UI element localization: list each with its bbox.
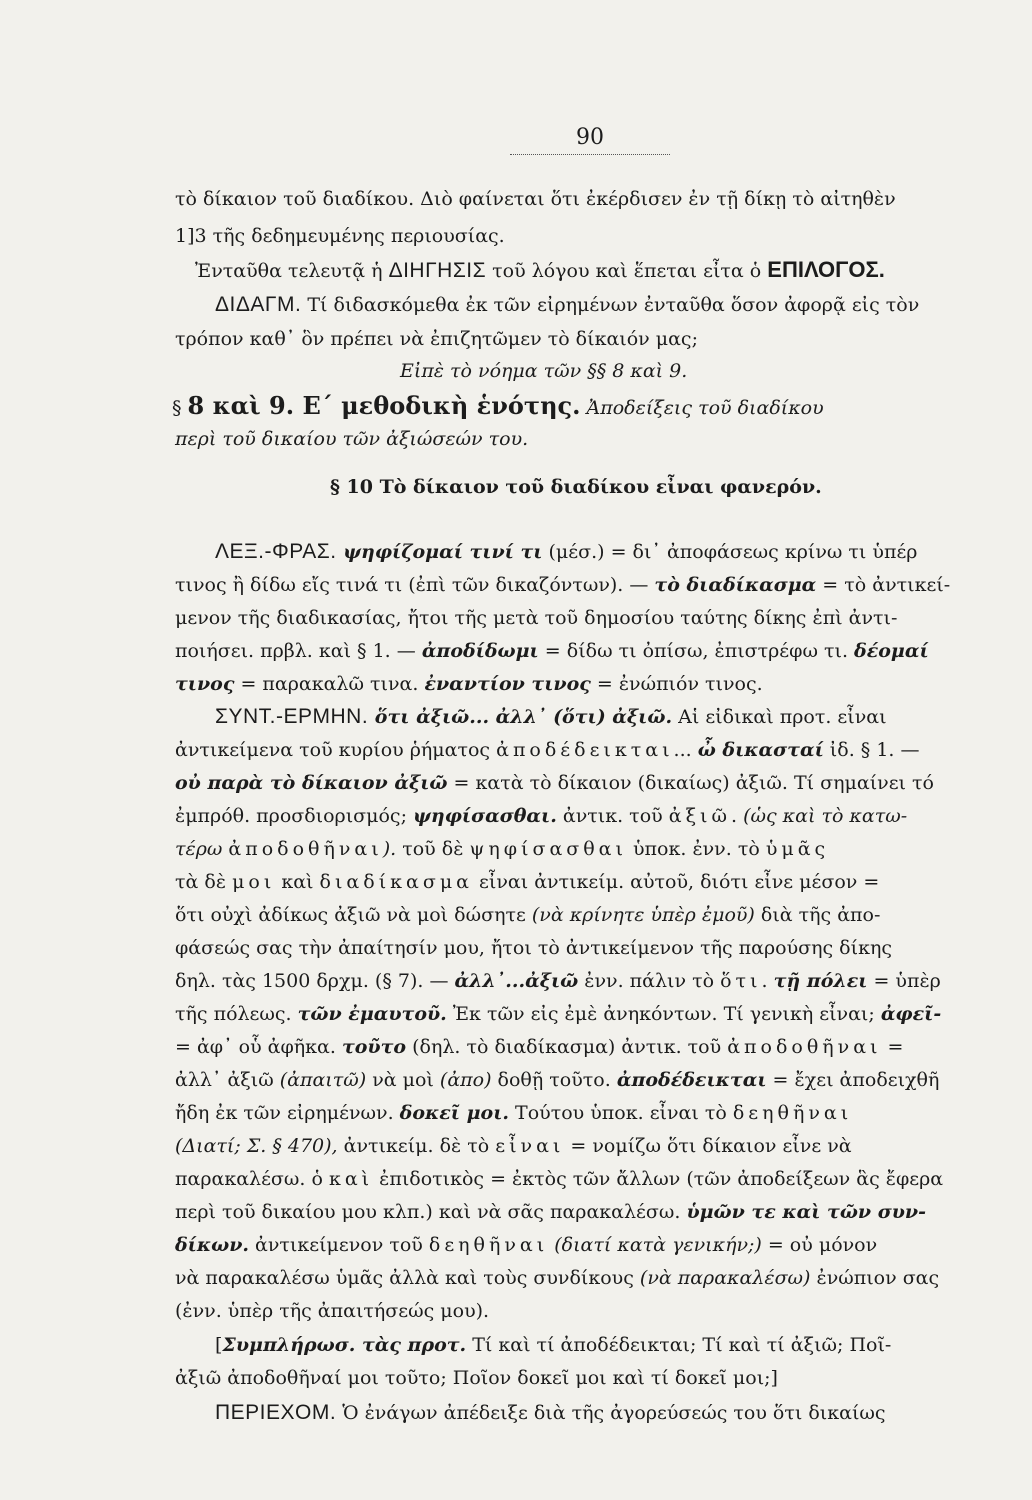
text-span: .: [730, 805, 744, 827]
text-span: ἀφεῖ-: [880, 1003, 942, 1025]
text-span: νὰ μοὶ: [366, 1069, 440, 1091]
text-line: [175, 936, 892, 960]
text-span: δέομαί: [854, 640, 929, 662]
text-line: [215, 1401, 886, 1425]
text-span: = οὐ μόνον: [761, 1234, 878, 1256]
text-span: 8 καὶ 9. Ε΄ μεθοδικὴ ἑνότης.: [187, 391, 581, 420]
text-span: .: [761, 970, 774, 992]
text-span: διαδίκασμα: [319, 871, 474, 893]
text-span: ὑμᾶς: [765, 838, 830, 860]
text-line: [175, 771, 934, 795]
text-span: ὅτι οὐχὶ ἀδίκως ἀξιῶ νὰ μοὶ δώσητε: [175, 904, 532, 926]
text-span: ἀποδέδεικται: [616, 1069, 767, 1091]
text-span: ΛΕΞ.-ΦΡΑΣ.: [215, 540, 337, 563]
text-line: [175, 606, 897, 630]
text-span: ἀλλ᾽ ἀξιῶ: [175, 1069, 280, 1091]
text-span: ὑμῶν τε καὶ τῶν συν-: [686, 1201, 926, 1223]
text-span: (δηλ. τὸ διαδίκασμα) ἀντικ. τοῦ: [406, 1036, 728, 1058]
text-span: τοῦτο: [341, 1036, 407, 1058]
text-span: = ὑπὲρ: [867, 970, 941, 992]
text-line: [175, 327, 698, 351]
text-span: ποιήσει. πρβλ. καὶ § 1. —: [175, 640, 422, 662]
text-span: ἐνώπιον σας: [810, 1267, 940, 1289]
text-span: ).: [382, 838, 397, 860]
text-span: ἀποδοθῆναι: [228, 838, 383, 860]
text-line: [175, 573, 950, 597]
text-span: καὶ: [328, 1168, 374, 1190]
text-span: τὰ δὲ: [175, 871, 233, 893]
text-span: ἀποδοθῆναι: [727, 1036, 882, 1058]
text-span: μενον τῆς διαδικασίας, ἤτοι τῆς μετὰ τοῦ δημοσίου ταύτης δίκης ἐπὶ ἀντι-: [175, 607, 898, 629]
text-line: [175, 1035, 903, 1059]
text-line: [172, 391, 824, 420]
text-line: [175, 870, 879, 894]
text-span: ἰδ. § 1. —: [823, 739, 920, 761]
text-span: περὶ τοῦ δικαίου μου κλπ.) καὶ νὰ σᾶς παρακαλέσω.: [175, 1201, 687, 1223]
text-span: (ὡς καὶ τὸ κατω-: [743, 805, 908, 827]
text-line: [175, 804, 907, 828]
text-span: εἶναι: [495, 1135, 565, 1157]
text-line: [175, 427, 528, 451]
text-span: ...: [673, 739, 698, 761]
text-span: ὅτι ἀξιῶ... ἀλλ᾽ (ὅτι) ἀξιῶ.: [368, 706, 673, 728]
text-line: [175, 672, 763, 696]
text-span: ΣΥΝΤ.-ΕΡΜΗΝ.: [215, 705, 369, 728]
text-span: Τούτου ὑποκ. εἶναι τὸ: [509, 1102, 733, 1124]
text-line: [175, 903, 880, 927]
text-span: Ὁ ἐνάγων ἀπέδειξε διὰ τῆς ἀγορεύσεώς του ὅτι δικαίως: [336, 1402, 886, 1424]
text-span: = κατὰ τὸ δίκαιον (δικαίως) ἀξιῶ. Τί σημαίνει τό: [447, 772, 934, 794]
text-span: (διατί κατὰ γενικήν;): [554, 1234, 762, 1256]
text-span: Συμπλήρωσ. τὰς προτ.: [222, 1334, 467, 1356]
text-span: τῆς πόλεως.: [175, 1003, 298, 1025]
text-span: = ἐνώπιόν τινος.: [590, 673, 763, 695]
text-span: Αἱ εἰδικαὶ προτ. εἶναι: [672, 706, 887, 728]
text-span: τινος ἢ δίδω εἴς τινά τι (ἐπὶ τῶν δικαζόντων). —: [175, 574, 655, 596]
text-line: [175, 1101, 852, 1125]
text-span: Τί διδασκόμεθα ἐκ τῶν εἰρημένων ἐνταῦθα ὅσον ἀφορᾷ εἰς τὸν: [301, 294, 920, 316]
text-span: ἀντικείμενον τοῦ: [249, 1234, 429, 1256]
text-line: [215, 1333, 891, 1357]
text-line: [215, 293, 919, 317]
text-line: [400, 359, 687, 383]
text-span: ἐνν. πάλιν τὸ: [578, 970, 721, 992]
text-span: ἐμπρόθ. προσδιορισμός;: [175, 805, 414, 827]
text-span: διὰ τῆς ἀπο-: [754, 904, 881, 926]
text-line: [215, 705, 887, 729]
text-span: ἀξιῶ: [668, 805, 731, 827]
text-span: Τί καὶ τί ἀποδέδεικται; Τί καὶ τί ἀξιῶ; Ποῖ-: [466, 1334, 892, 1356]
text-span: = τὸ ἀντικεί-: [816, 574, 951, 596]
text-span: τοῦ δὲ: [396, 838, 470, 860]
text-span: τινος: [175, 673, 235, 695]
text-span: = ἀφ᾽ οὗ ἀφῆκα.: [175, 1036, 342, 1058]
text-span: νὰ παρακαλέσω ὑμᾶς ἀλλὰ καὶ τοὺς συνδίκους: [175, 1267, 640, 1289]
text-span: 1]3 τῆς δεδημευμένης περιουσίας.: [175, 225, 505, 247]
text-span: τῶν ἐμαυτοῦ.: [297, 1003, 447, 1025]
text-span: = παρακαλῶ τινα.: [234, 673, 425, 695]
text-span: ΔΙΔΑΓΜ.: [215, 293, 302, 316]
text-span: ἀξιῶ ἀποδοθῆναί μοι τοῦτο; Ποῖον δοκεῖ μοι καὶ τί δοκεῖ μοι;]: [175, 1367, 778, 1389]
text-line: [175, 837, 829, 861]
text-span: ὦ δικασταί: [697, 739, 824, 761]
text-span: φάσεώς σας τὴν ἀπαίτησίν μου, ἤτοι τὸ ἀντικείμενον τῆς παρούσης δίκης: [175, 937, 892, 959]
text-span: ἀποδέδεικται: [496, 739, 674, 761]
text-line: [330, 475, 822, 499]
text-span: (νὰ παρακαλέσω): [639, 1267, 811, 1289]
text-line: [175, 969, 941, 993]
text-span: μοι: [232, 871, 276, 893]
text-span: § 10 Τὸ δίκαιον τοῦ διαδίκου εἶναι φανερόν.: [330, 476, 822, 498]
text-line: [175, 1233, 877, 1257]
text-span: δίκων.: [175, 1234, 249, 1256]
text-span: ἐναντίον τινος: [424, 673, 591, 695]
page-number: 90: [510, 125, 670, 155]
text-line: [175, 1002, 941, 1026]
text-span: (μέσ.) = δι᾽ ἀποφάσεως κρίνω τι ὑπέρ: [542, 541, 918, 563]
text-line: [175, 1134, 852, 1158]
text-line: [175, 224, 505, 248]
text-span: (ἐνν. ὑπὲρ τῆς ἀπαιτήσεώς μου).: [175, 1300, 490, 1322]
text-span: [: [215, 1334, 223, 1356]
text-span: οὐ παρὰ τὸ δίκαιον ἀξιῶ: [175, 772, 448, 794]
text-line: [175, 1366, 778, 1390]
text-span: εἶναι ἀντικείμ. αὐτοῦ, διότι εἶνε μέσον =: [473, 871, 880, 893]
text-span: ὅτι: [720, 970, 762, 992]
text-span: Ἐκ τῶν εἰς ἐμὲ ἀνηκόντων. Τί γενικὴ εἶναι;: [446, 1003, 881, 1025]
text-span: τέρω: [175, 838, 229, 860]
text-span: ἀντικ. τοῦ: [556, 805, 669, 827]
text-span: δοθῇ τοῦτο.: [491, 1069, 617, 1091]
text-line: [175, 1299, 489, 1323]
text-line: [195, 258, 885, 283]
text-span: (ἀπαιτῶ): [279, 1069, 367, 1091]
text-span: =: [881, 1036, 904, 1058]
text-span: δεηθῆναι: [428, 1234, 549, 1256]
text-span: ἀποδίδωμι: [421, 640, 539, 662]
text-line: [175, 1068, 939, 1092]
text-span: τὸ δίκαιον τοῦ διαδίκου. Διὸ φαίνεται ὅτι ἐκέρδισεν ἐν τῇ δίκῃ τὸ αἰτηθὲν: [175, 188, 896, 210]
text-line: [215, 540, 917, 564]
text-span: ἀντικείμενα τοῦ κυρίου ῥήματος: [175, 739, 497, 761]
text-span: παρακαλέσω. ὁ: [175, 1168, 329, 1190]
text-span: ἐπιδοτικὸς = ἐκτὸς τῶν ἄλλων (τῶν ἀποδείξεων ἃς ἔφερα: [373, 1168, 944, 1190]
text-span: ψηφίσασθαι.: [413, 805, 557, 827]
text-span: ΠΕΡΙΕΧΟΜ.: [215, 1401, 337, 1424]
text-span: §: [172, 397, 188, 419]
text-span: (νὰ κρίνητε ὑπὲρ ἐμοῦ): [531, 904, 755, 926]
text-span: δηλ. τὰς 1500 δρχμ. (§ 7). —: [175, 970, 455, 992]
text-span: τρόπον καθ᾽ ὃν πρέπει νὰ ἐπιζητῶμεν τὸ δίκαιόν μας;: [175, 328, 698, 350]
text-line: [175, 1167, 943, 1191]
text-span: ὑποκ. ἐνν. τὸ: [626, 838, 766, 860]
text-line: [175, 639, 929, 663]
text-span: ἀντικείμ. δὲ τὸ: [337, 1135, 496, 1157]
text-span: = ἔχει ἀποδειχθῆ: [766, 1069, 940, 1091]
text-span: = δίδω τι ὀπίσω, ἐπιστρέφω τι.: [538, 640, 855, 662]
text-span: ΕΠΙΛΟΓΟΣ.: [767, 257, 885, 282]
text-line: [175, 1200, 926, 1224]
text-span: τὸ διαδίκασμα: [654, 574, 817, 596]
text-span: ΔΙΗΓΗΣΙΣ: [388, 259, 487, 282]
text-span: ἀλλ᾽...ἀξιῶ: [454, 970, 579, 992]
text-span: τῇ πόλει: [773, 970, 868, 992]
text-span: περὶ τοῦ δικαίου τῶν ἀξιώσεών του.: [175, 428, 529, 450]
text-span: (ἀπο): [439, 1069, 492, 1091]
text-span: ἤδη ἐκ τῶν εἰρημένων.: [175, 1102, 400, 1124]
text-span: Ἀποδείξεις τοῦ διαδίκου: [580, 397, 824, 419]
text-span: Εἰπὲ τὸ νόημα τῶν §§ 8 καὶ 9.: [400, 360, 688, 382]
text-span: Ἐνταῦθα τελευτᾷ ἡ: [195, 260, 389, 282]
text-span: καὶ: [275, 871, 320, 893]
text-span: τοῦ λόγου καὶ ἕπεται εἶτα ὁ: [486, 260, 768, 282]
text-span: ψηφίσασθαι: [469, 838, 627, 860]
text-span: δεηθῆναι: [732, 1102, 853, 1124]
text-line: [175, 1266, 939, 1290]
text-line: [175, 738, 919, 762]
text-span: ψηφίζομαί τινί τι: [336, 541, 543, 563]
text-span: = νομίζω ὅτι δίκαιον εἶνε νὰ: [564, 1135, 852, 1157]
text-span: (Διατί; Σ. § 470),: [175, 1135, 338, 1157]
text-span: δοκεῖ μοι.: [399, 1102, 510, 1124]
text-line: [175, 187, 896, 211]
